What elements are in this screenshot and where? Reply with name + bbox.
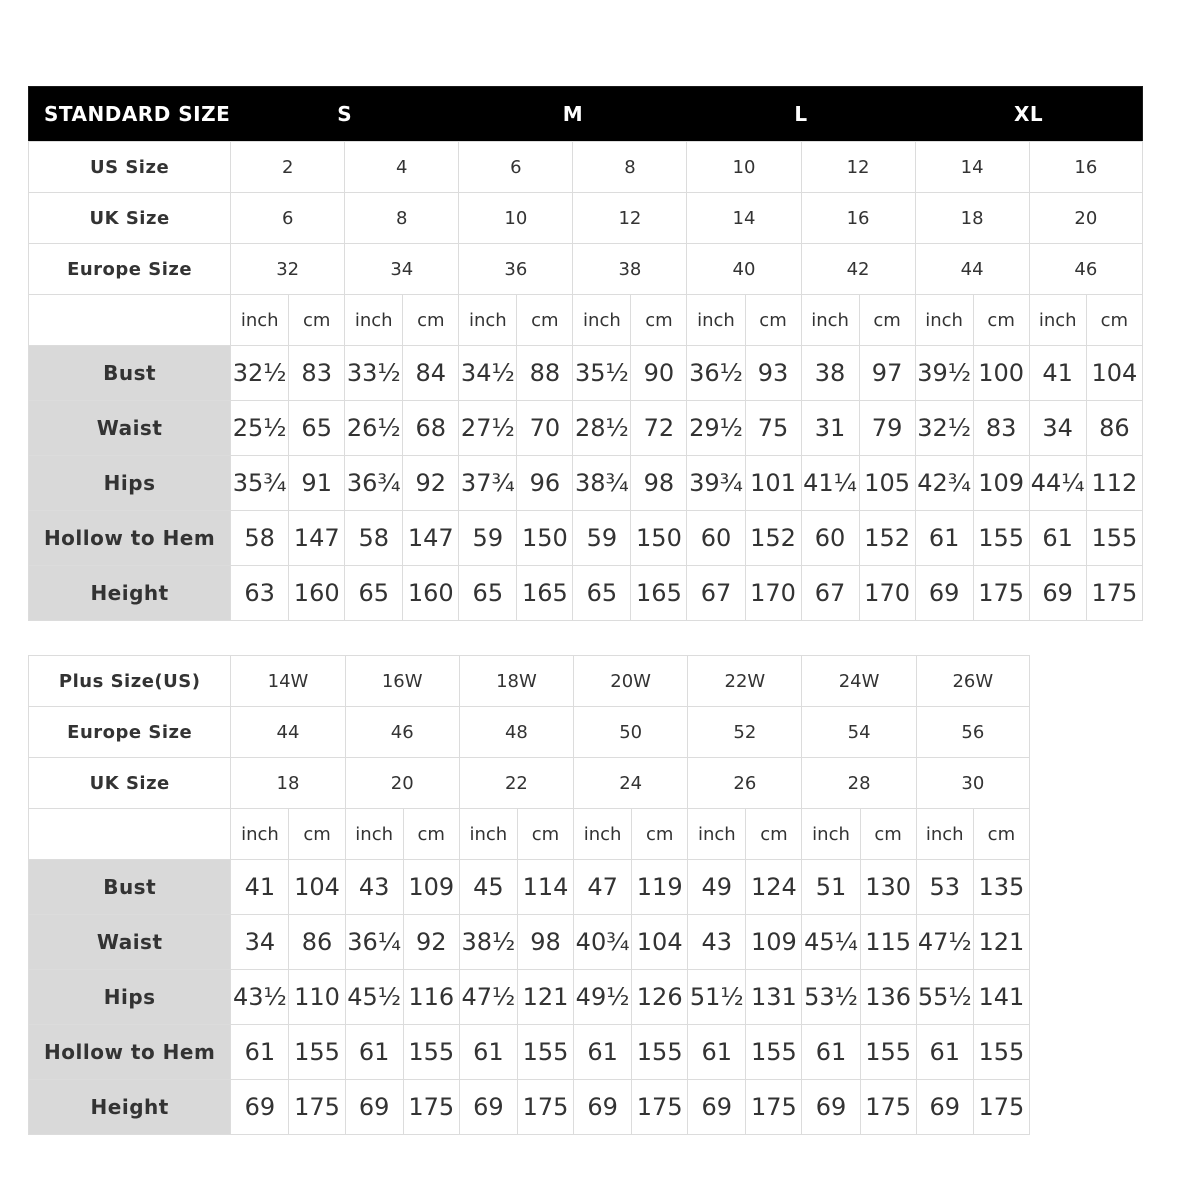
measurement-cell: 69: [231, 1080, 289, 1135]
measurement-cell: 65: [459, 566, 517, 621]
measurement-cell: 160: [289, 566, 345, 621]
measurement-cell: 65: [345, 566, 403, 621]
measurement-label: Waist: [29, 401, 231, 456]
unit-cm: cm: [859, 295, 915, 346]
measurement-row: [29, 511, 1143, 566]
measurement-cell: 119: [632, 860, 688, 915]
measurement-cell: 124: [746, 860, 802, 915]
measurement-cell: 61: [915, 511, 973, 566]
measurement-cell: 59: [573, 511, 631, 566]
measurement-cell: 51: [802, 860, 860, 915]
unit-row-blank: [29, 809, 231, 860]
measurement-cell: 155: [403, 1025, 459, 1080]
size-cell: 38: [573, 244, 687, 295]
measurement-cell: 110: [289, 970, 345, 1025]
measurement-cell: 175: [973, 566, 1029, 621]
measurement-cell: 69: [1029, 566, 1086, 621]
header-row: [29, 87, 1143, 142]
measurement-cell: 25½: [231, 401, 289, 456]
measurement-cell: 34: [231, 915, 289, 970]
measurement-cell: 155: [973, 1025, 1029, 1080]
measurement-cell: 155: [517, 1025, 573, 1080]
measurement-cell: 27½: [459, 401, 517, 456]
size-cell: 14: [687, 193, 801, 244]
size-row: [29, 656, 1030, 707]
standard-size-label: STANDARD SIZE: [29, 87, 231, 142]
unit-inch: inch: [573, 295, 631, 346]
size-cell: 44: [231, 707, 345, 758]
unit-cm: cm: [403, 809, 459, 860]
measurement-row: [29, 915, 1030, 970]
measurement-cell: 175: [632, 1080, 688, 1135]
size-cell: 10: [459, 193, 573, 244]
size-cell: 8: [573, 142, 687, 193]
measurement-cell: 47½: [916, 915, 973, 970]
measurement-cell: 41: [231, 860, 289, 915]
measurement-cell: 104: [1086, 346, 1142, 401]
measurement-label: Waist: [29, 915, 231, 970]
unit-inch: inch: [687, 295, 745, 346]
measurement-cell: 136: [860, 970, 916, 1025]
measurement-row: [29, 970, 1030, 1025]
measurement-cell: 131: [746, 970, 802, 1025]
measurement-cell: 70: [517, 401, 573, 456]
measurement-cell: 91: [289, 456, 345, 511]
measurement-label: Hips: [29, 970, 231, 1025]
measurement-cell: 121: [973, 915, 1029, 970]
measurement-cell: 75: [745, 401, 801, 456]
size-cell: 20: [1029, 193, 1142, 244]
size-cell: 8: [345, 193, 459, 244]
unit-cm: cm: [631, 295, 687, 346]
measurement-cell: 60: [801, 511, 859, 566]
unit-inch: inch: [345, 809, 403, 860]
measurement-cell: 45: [459, 860, 517, 915]
unit-cm: cm: [745, 295, 801, 346]
unit-inch: inch: [916, 809, 973, 860]
measurement-label: Bust: [29, 346, 231, 401]
measurement-cell: 130: [860, 860, 916, 915]
measurement-cell: 141: [973, 970, 1029, 1025]
measurement-cell: 69: [688, 1080, 746, 1135]
size-cell: 16W: [345, 656, 459, 707]
measurement-row: [29, 566, 1143, 621]
measurement-cell: 155: [632, 1025, 688, 1080]
measurement-cell: 105: [859, 456, 915, 511]
unit-inch: inch: [1029, 295, 1086, 346]
measurement-cell: 109: [403, 860, 459, 915]
measurement-cell: 147: [403, 511, 459, 566]
measurement-cell: 31: [801, 401, 859, 456]
size-cell: 24W: [802, 656, 916, 707]
measurement-cell: 34: [1029, 401, 1086, 456]
measurement-cell: 61: [345, 1025, 403, 1080]
measurement-cell: 68: [403, 401, 459, 456]
unit-cm: cm: [746, 809, 802, 860]
size-cell: 18W: [459, 656, 573, 707]
size-row: [29, 244, 1143, 295]
measurement-cell: 175: [746, 1080, 802, 1135]
unit-inch: inch: [231, 809, 289, 860]
measurement-cell: 84: [403, 346, 459, 401]
measurement-cell: 45¼: [802, 915, 860, 970]
size-cell: 18: [915, 193, 1029, 244]
measurement-cell: 112: [1086, 456, 1142, 511]
measurement-cell: 43: [688, 915, 746, 970]
measurement-cell: 69: [459, 1080, 517, 1135]
measurement-cell: 28½: [573, 401, 631, 456]
size-row: [29, 758, 1030, 809]
unit-cm: cm: [403, 295, 459, 346]
measurement-cell: 72: [631, 401, 687, 456]
unit-inch: inch: [915, 295, 973, 346]
measurement-cell: 175: [289, 1080, 345, 1135]
measurement-row: [29, 1080, 1030, 1135]
measurement-label: Bust: [29, 860, 231, 915]
measurement-cell: 49: [688, 860, 746, 915]
measurement-cell: 36¼: [345, 915, 403, 970]
measurement-cell: 170: [859, 566, 915, 621]
size-cell: 18: [231, 758, 345, 809]
measurement-label: Height: [29, 1080, 231, 1135]
size-cell: 22W: [688, 656, 802, 707]
measurement-cell: 65: [289, 401, 345, 456]
measurement-cell: 69: [345, 1080, 403, 1135]
unit-inch: inch: [801, 295, 859, 346]
size-cell: 2: [231, 142, 345, 193]
measurement-cell: 58: [345, 511, 403, 566]
unit-row: [29, 295, 1143, 346]
measurement-cell: 150: [631, 511, 687, 566]
measurement-label: Height: [29, 566, 231, 621]
measurement-cell: 83: [289, 346, 345, 401]
measurement-cell: 32½: [915, 401, 973, 456]
unit-inch: inch: [574, 809, 632, 860]
measurement-cell: 33½: [345, 346, 403, 401]
size-cell: 4: [345, 142, 459, 193]
measurement-cell: 61: [459, 1025, 517, 1080]
unit-cm: cm: [517, 295, 573, 346]
measurement-cell: 96: [517, 456, 573, 511]
measurement-cell: 69: [916, 1080, 973, 1135]
measurement-cell: 101: [745, 456, 801, 511]
measurement-cell: 49½: [574, 970, 632, 1025]
size-row: [29, 142, 1143, 193]
measurement-cell: 97: [859, 346, 915, 401]
size-cell: 6: [459, 142, 573, 193]
measurement-cell: 155: [289, 1025, 345, 1080]
measurement-cell: 114: [517, 860, 573, 915]
measurement-cell: 100: [973, 346, 1029, 401]
measurement-cell: 135: [973, 860, 1029, 915]
measurement-cell: 41¼: [801, 456, 859, 511]
measurement-cell: 37¾: [459, 456, 517, 511]
measurement-cell: 67: [801, 566, 859, 621]
size-cell: 44: [915, 244, 1029, 295]
measurement-label: Hollow to Hem: [29, 1025, 231, 1080]
measurement-cell: 109: [973, 456, 1029, 511]
size-cell: 24: [574, 758, 688, 809]
measurement-cell: 152: [859, 511, 915, 566]
measurement-label: Hips: [29, 456, 231, 511]
measurement-cell: 53: [916, 860, 973, 915]
size-cell: 26: [688, 758, 802, 809]
standard-size-table: [28, 86, 1143, 621]
measurement-cell: 83: [973, 401, 1029, 456]
measurement-cell: 155: [1086, 511, 1142, 566]
size-cell: 30: [916, 758, 1029, 809]
size-cell: 50: [574, 707, 688, 758]
measurement-cell: 104: [632, 915, 688, 970]
measurement-cell: 53½: [802, 970, 860, 1025]
measurement-cell: 104: [289, 860, 345, 915]
unit-cm: cm: [632, 809, 688, 860]
measurement-cell: 58: [231, 511, 289, 566]
size-cell: 54: [802, 707, 916, 758]
measurement-cell: 165: [631, 566, 687, 621]
measurement-cell: 38¾: [573, 456, 631, 511]
measurement-cell: 32½: [231, 346, 289, 401]
size-cell: 52: [688, 707, 802, 758]
measurement-cell: 43½: [231, 970, 289, 1025]
size-cell: 48: [459, 707, 573, 758]
unit-inch: inch: [459, 295, 517, 346]
measurement-cell: 29½: [687, 401, 745, 456]
measurement-cell: 115: [860, 915, 916, 970]
measurement-cell: 36¾: [345, 456, 403, 511]
measurement-cell: 152: [745, 511, 801, 566]
measurement-cell: 175: [973, 1080, 1029, 1135]
measurement-cell: 88: [517, 346, 573, 401]
measurement-cell: 39¾: [687, 456, 745, 511]
size-cell: 36: [459, 244, 573, 295]
measurement-cell: 45½: [345, 970, 403, 1025]
measurement-cell: 126: [632, 970, 688, 1025]
size-cell: 46: [345, 707, 459, 758]
measurement-cell: 160: [403, 566, 459, 621]
unit-cm: cm: [289, 295, 345, 346]
plus-size-table: [28, 655, 1030, 1135]
measurement-cell: 59: [459, 511, 517, 566]
measurement-row: [29, 346, 1143, 401]
size-cell: 20: [345, 758, 459, 809]
measurement-cell: 175: [517, 1080, 573, 1135]
measurement-cell: 61: [574, 1025, 632, 1080]
unit-row-blank: [29, 295, 231, 346]
measurement-cell: 65: [573, 566, 631, 621]
measurement-cell: 150: [517, 511, 573, 566]
size-cell: 42: [801, 244, 915, 295]
measurement-cell: 35½: [573, 346, 631, 401]
measurement-cell: 44¼: [1029, 456, 1086, 511]
measurement-cell: 42¾: [915, 456, 973, 511]
size-cell: 12: [801, 142, 915, 193]
size-row: [29, 193, 1143, 244]
measurement-cell: 60: [687, 511, 745, 566]
measurement-cell: 61: [802, 1025, 860, 1080]
row-label: US Size: [29, 142, 231, 193]
measurement-cell: 170: [745, 566, 801, 621]
measurement-cell: 43: [345, 860, 403, 915]
size-cell: 40: [687, 244, 801, 295]
size-group-header: S: [231, 87, 459, 142]
measurement-cell: 165: [517, 566, 573, 621]
measurement-cell: 92: [403, 456, 459, 511]
measurement-cell: 61: [231, 1025, 289, 1080]
measurement-cell: 98: [631, 456, 687, 511]
size-group-header: XL: [915, 87, 1142, 142]
size-cell: 56: [916, 707, 1029, 758]
measurement-cell: 61: [916, 1025, 973, 1080]
size-cell: 6: [231, 193, 345, 244]
size-group-header: L: [687, 87, 915, 142]
size-cell: 26W: [916, 656, 1029, 707]
measurement-cell: 155: [860, 1025, 916, 1080]
size-cell: 14W: [231, 656, 345, 707]
unit-cm: cm: [517, 809, 573, 860]
measurement-cell: 69: [802, 1080, 860, 1135]
row-label: UK Size: [29, 758, 231, 809]
unit-inch: inch: [231, 295, 289, 346]
measurement-cell: 155: [746, 1025, 802, 1080]
unit-inch: inch: [459, 809, 517, 860]
measurement-cell: 61: [1029, 511, 1086, 566]
size-cell: 46: [1029, 244, 1142, 295]
row-label: Europe Size: [29, 707, 231, 758]
size-cell: 12: [573, 193, 687, 244]
measurement-cell: 86: [1086, 401, 1142, 456]
measurement-cell: 175: [403, 1080, 459, 1135]
measurement-cell: 38½: [459, 915, 517, 970]
unit-row: [29, 809, 1030, 860]
measurement-row: [29, 860, 1030, 915]
measurement-cell: 61: [688, 1025, 746, 1080]
measurement-cell: 63: [231, 566, 289, 621]
measurement-cell: 175: [1086, 566, 1142, 621]
size-group-header: M: [459, 87, 687, 142]
row-label: Europe Size: [29, 244, 231, 295]
measurement-row: [29, 1025, 1030, 1080]
measurement-cell: 47½: [459, 970, 517, 1025]
unit-inch: inch: [345, 295, 403, 346]
unit-inch: inch: [802, 809, 860, 860]
measurement-cell: 155: [973, 511, 1029, 566]
measurement-cell: 116: [403, 970, 459, 1025]
measurement-cell: 39½: [915, 346, 973, 401]
measurement-cell: 109: [746, 915, 802, 970]
measurement-cell: 51½: [688, 970, 746, 1025]
size-cell: 22: [459, 758, 573, 809]
measurement-cell: 47: [574, 860, 632, 915]
unit-inch: inch: [688, 809, 746, 860]
measurement-cell: 92: [403, 915, 459, 970]
size-cell: 28: [802, 758, 916, 809]
row-label: UK Size: [29, 193, 231, 244]
measurement-cell: 67: [687, 566, 745, 621]
measurement-cell: 35¾: [231, 456, 289, 511]
measurement-cell: 93: [745, 346, 801, 401]
measurement-row: [29, 456, 1143, 511]
measurement-cell: 26½: [345, 401, 403, 456]
measurement-cell: 38: [801, 346, 859, 401]
measurement-cell: 121: [517, 970, 573, 1025]
measurement-cell: 79: [859, 401, 915, 456]
size-cell: 20W: [574, 656, 688, 707]
measurement-cell: 69: [915, 566, 973, 621]
size-cell: 10: [687, 142, 801, 193]
size-cell: 16: [1029, 142, 1142, 193]
measurement-cell: 90: [631, 346, 687, 401]
measurement-row: [29, 401, 1143, 456]
measurement-cell: 34½: [459, 346, 517, 401]
size-cell: 16: [801, 193, 915, 244]
measurement-cell: 98: [517, 915, 573, 970]
unit-cm: cm: [973, 295, 1029, 346]
row-label: Plus Size(US): [29, 656, 231, 707]
measurement-cell: 40¾: [574, 915, 632, 970]
unit-cm: cm: [1086, 295, 1142, 346]
measurement-cell: 147: [289, 511, 345, 566]
measurement-cell: 175: [860, 1080, 916, 1135]
measurement-cell: 86: [289, 915, 345, 970]
unit-cm: cm: [860, 809, 916, 860]
measurement-cell: 69: [574, 1080, 632, 1135]
measurement-cell: 41: [1029, 346, 1086, 401]
unit-cm: cm: [289, 809, 345, 860]
measurement-cell: 36½: [687, 346, 745, 401]
measurement-label: Hollow to Hem: [29, 511, 231, 566]
size-cell: 32: [231, 244, 345, 295]
size-cell: 14: [915, 142, 1029, 193]
size-row: [29, 707, 1030, 758]
measurement-cell: 55½: [916, 970, 973, 1025]
size-cell: 34: [345, 244, 459, 295]
unit-cm: cm: [973, 809, 1029, 860]
